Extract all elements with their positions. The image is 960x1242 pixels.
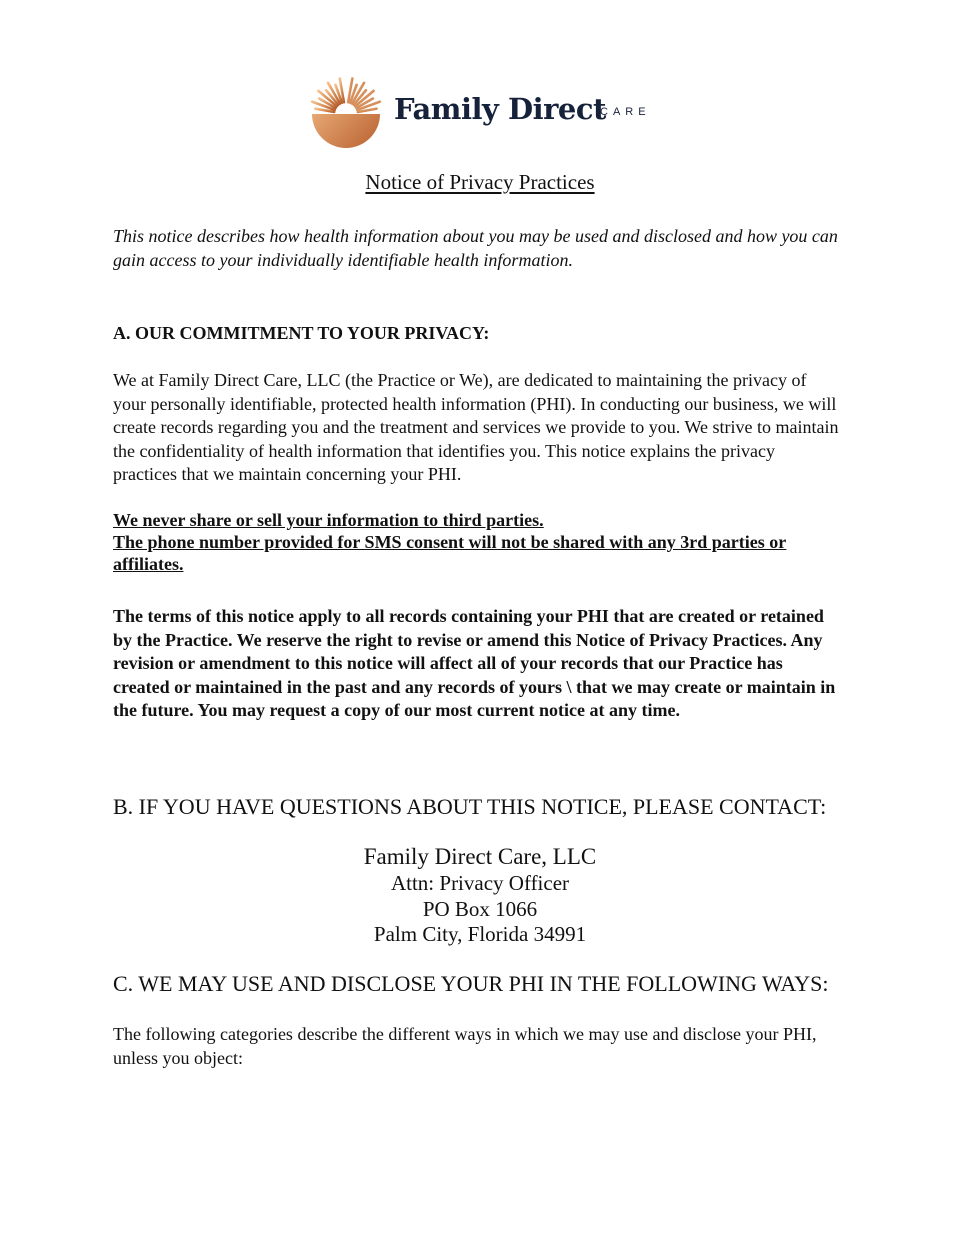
section-c-paragraph: The following categories describe the different ways in which we may use and disclose your PHI, unless you object:: [113, 1024, 817, 1068]
terms-paragraph: The terms of this notice apply to all records containing your PHI that are created or retained by the Practice. We reserve the right to revise or amend this Notice of Privacy Practices. Any revision or amendment to this notice will affect all of your records that our Practice has created or maintained in the past and any records of yours \ that we may create or maintain in the future. You may request a copy of our most current notice at any time.: [113, 606, 836, 720]
section-a-heading: A. OUR COMMITMENT TO YOUR PRIVACY:: [113, 323, 490, 343]
logo-name-text: Family Direct: [394, 92, 606, 126]
section-c-heading: C. WE MAY USE AND DISCLOSE YOUR PHI IN THE FOLLOWING WAYS:: [113, 971, 829, 996]
section-b-heading: B. IF YOU HAVE QUESTIONS ABOUT THIS NOTICE, PLEASE CONTACT:: [113, 794, 827, 819]
logo-care-text: CARE: [600, 106, 651, 118]
contact-company: Family Direct Care, LLC: [363, 844, 597, 869]
intro-paragraph: This notice describes how health information about you may be used and disclosed and how you can gain access to your individually identifiable health information.: [113, 226, 838, 270]
contact-address: [0, 843, 960, 948]
sharing-notice: [113, 509, 843, 575]
family-direct-care-logo: [308, 74, 668, 150]
contact-attn: Attn: Privacy Officer: [390, 871, 570, 895]
contact-city: Palm City, Florida 34991: [373, 922, 587, 946]
sharing-notice-line: We never share or sell your information to third parties.: [113, 510, 544, 530]
section-a-paragraph: We at Family Direct Care, LLC (the Practice or We), are dedicated to maintaining the privacy of your personally identifiable, protected health information (PHI). In conducting our business, we will create records regarding you and the treatment and services we provide to you. We strive to maintain the confidentiality of health information that identifies you. This notice explains the privacy practices that we maintain concerning your PHI.: [113, 370, 839, 484]
contact-po-box: PO Box 1066: [422, 896, 538, 921]
sun-logo-icon: [308, 74, 384, 150]
sms-notice-line: The phone number provided for SMS consent will not be shared with any 3rd parties or affiliates.: [113, 532, 787, 574]
document-title: Notice of Privacy Practices: [365, 170, 595, 194]
